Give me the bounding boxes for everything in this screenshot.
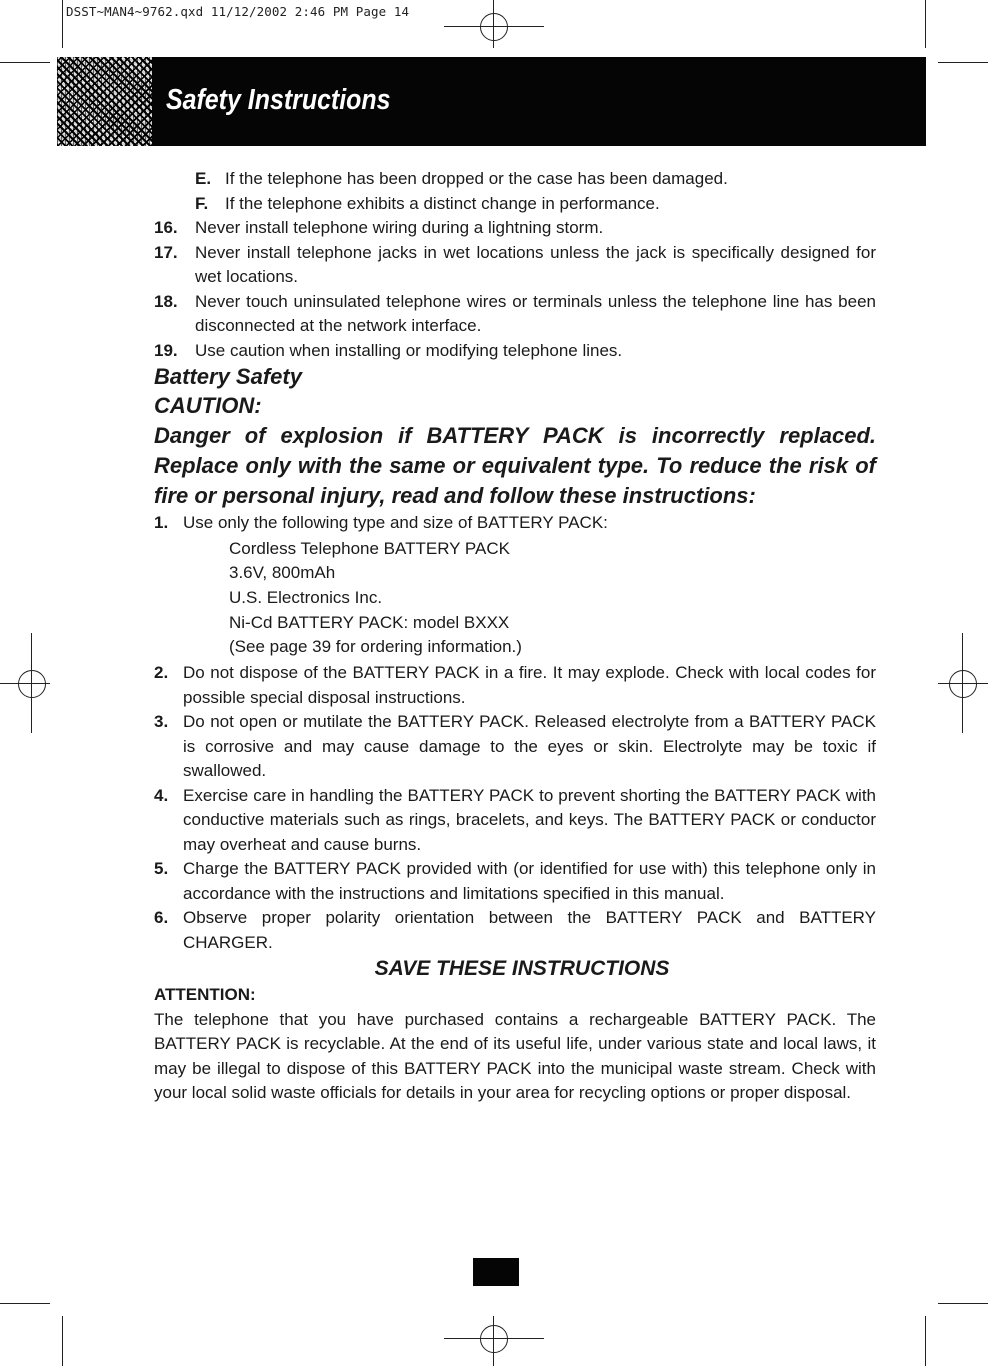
crop-mark [62,0,63,48]
list-item [154,661,876,710]
crop-mark [938,62,988,63]
registration-circle [480,13,508,41]
list-item [154,906,876,955]
item-number: 4. [154,785,169,805]
item-number: 17. [154,242,178,262]
list-item [154,511,876,536]
item-text: Do not dispose of the BATTERY PACK in a fire. It may explode. Check with local codes for possible special disposal instructions. [183,663,876,707]
item-number: 3. [154,712,169,732]
save-instructions-heading: SAVE THESE INSTRUCTIONS [374,957,670,981]
item-text: If the telephone exhibits a distinct change in performance. [225,193,660,213]
crop-mark [938,1303,988,1304]
battery-spec-line: 3.6V, 800mAh [229,563,336,583]
page-title: Safety Instructions [166,84,391,116]
item-number: 19. [154,340,178,360]
item-text: Never install telephone jacks in wet locations unless the jack is specifically designed for wet locations. [195,242,876,286]
item-number: 6. [154,908,169,928]
caution-text: Danger of explosion if BATTERY PACK is incorrectly replaced. Replace only with the same or equivalent type. To reduce the risk of fire or personal injury, read and follow these instructions: [154,423,876,508]
item-number: 2. [154,663,169,683]
attention-label: ATTENTION: [154,985,256,1005]
item-text: If the telephone has been dropped or the case has been damaged. [225,169,728,188]
battery-spec-line: U.S. Electronics Inc. [229,587,383,607]
list-item [154,241,876,290]
item-text: Never touch uninsulated telephone wires or terminals unless the telephone line has been disconnected at the network interface. [195,291,876,335]
list-item [154,216,876,241]
item-text: Observe proper polarity orientation between the BATTERY PACK and BATTERY CHARGER. [183,908,876,952]
registration-circle [18,670,46,698]
registration-circle [949,670,977,698]
section-heading-battery-safety: Battery Safety [154,364,302,389]
item-number: F. [195,193,209,213]
battery-spec-list [229,537,876,661]
item-text: Use only the following type and size of BATTERY PACK: [183,513,608,532]
page-number-tab [473,1258,519,1286]
item-number: 16. [154,218,178,237]
crop-mark [925,1316,926,1366]
item-number: 1. [154,513,169,532]
item-text: Never install telephone wiring during a lightning storm. [195,218,604,237]
crop-mark [62,1316,63,1366]
file-slug: DSST~MAN4~9762.qxd 11/12/2002 2:46 PM Page 14 [66,4,410,19]
item-text: Exercise care in handling the BATTERY PACK to prevent shorting the BATTERY PACK with conductive materials such as rings, bracelets, and keys. The BATTERY PACK or conductor may overheat and cause burns. [183,785,876,854]
content-body [154,167,876,1106]
battery-spec-line: Ni-Cd BATTERY PACK: model BXXX [229,612,510,632]
list-item [154,710,876,784]
list-item [154,784,876,858]
registration-circle [480,1325,508,1353]
item-number: 18. [154,291,178,311]
list-item [154,857,876,906]
crop-mark [925,0,926,48]
item-text: Do not open or mutilate the BATTERY PACK. Released electrolyte from a BATTERY PACK is corrosive and may cause damage to the eyes or skin. Electrolyte may be toxic if swallowed. [183,712,876,781]
list-item [195,192,876,217]
battery-spec-line: (See page 39 for ordering information.) [229,637,522,657]
list-item [154,290,876,339]
item-number: 5. [154,859,169,879]
list-item [195,167,876,192]
crop-mark [0,62,50,63]
caution-label: CAUTION: [154,393,262,418]
header-pattern-decoration [57,57,152,146]
crop-mark [0,1303,50,1304]
item-text: Charge the BATTERY PACK provided with (or identified for use with) this telephone only in accordance with the instructions and limitations specified in this manual. [183,859,876,903]
attention-text: The telephone that you have purchased contains a rechargeable BATTERY PACK. The BATTERY PACK is recyclable. At the end of its useful life, under various state and local laws, it may be illegal to dispose of this BATTERY PACK into the municipal waste stream. Check with your local solid waste officials for details in your area for recycling options or proper disposal. [154,1009,876,1103]
list-item [154,339,876,364]
battery-spec-line: Cordless Telephone BATTERY PACK [229,538,510,558]
item-number: E. [195,169,212,188]
item-text: Use caution when installing or modifying telephone lines. [195,340,623,360]
